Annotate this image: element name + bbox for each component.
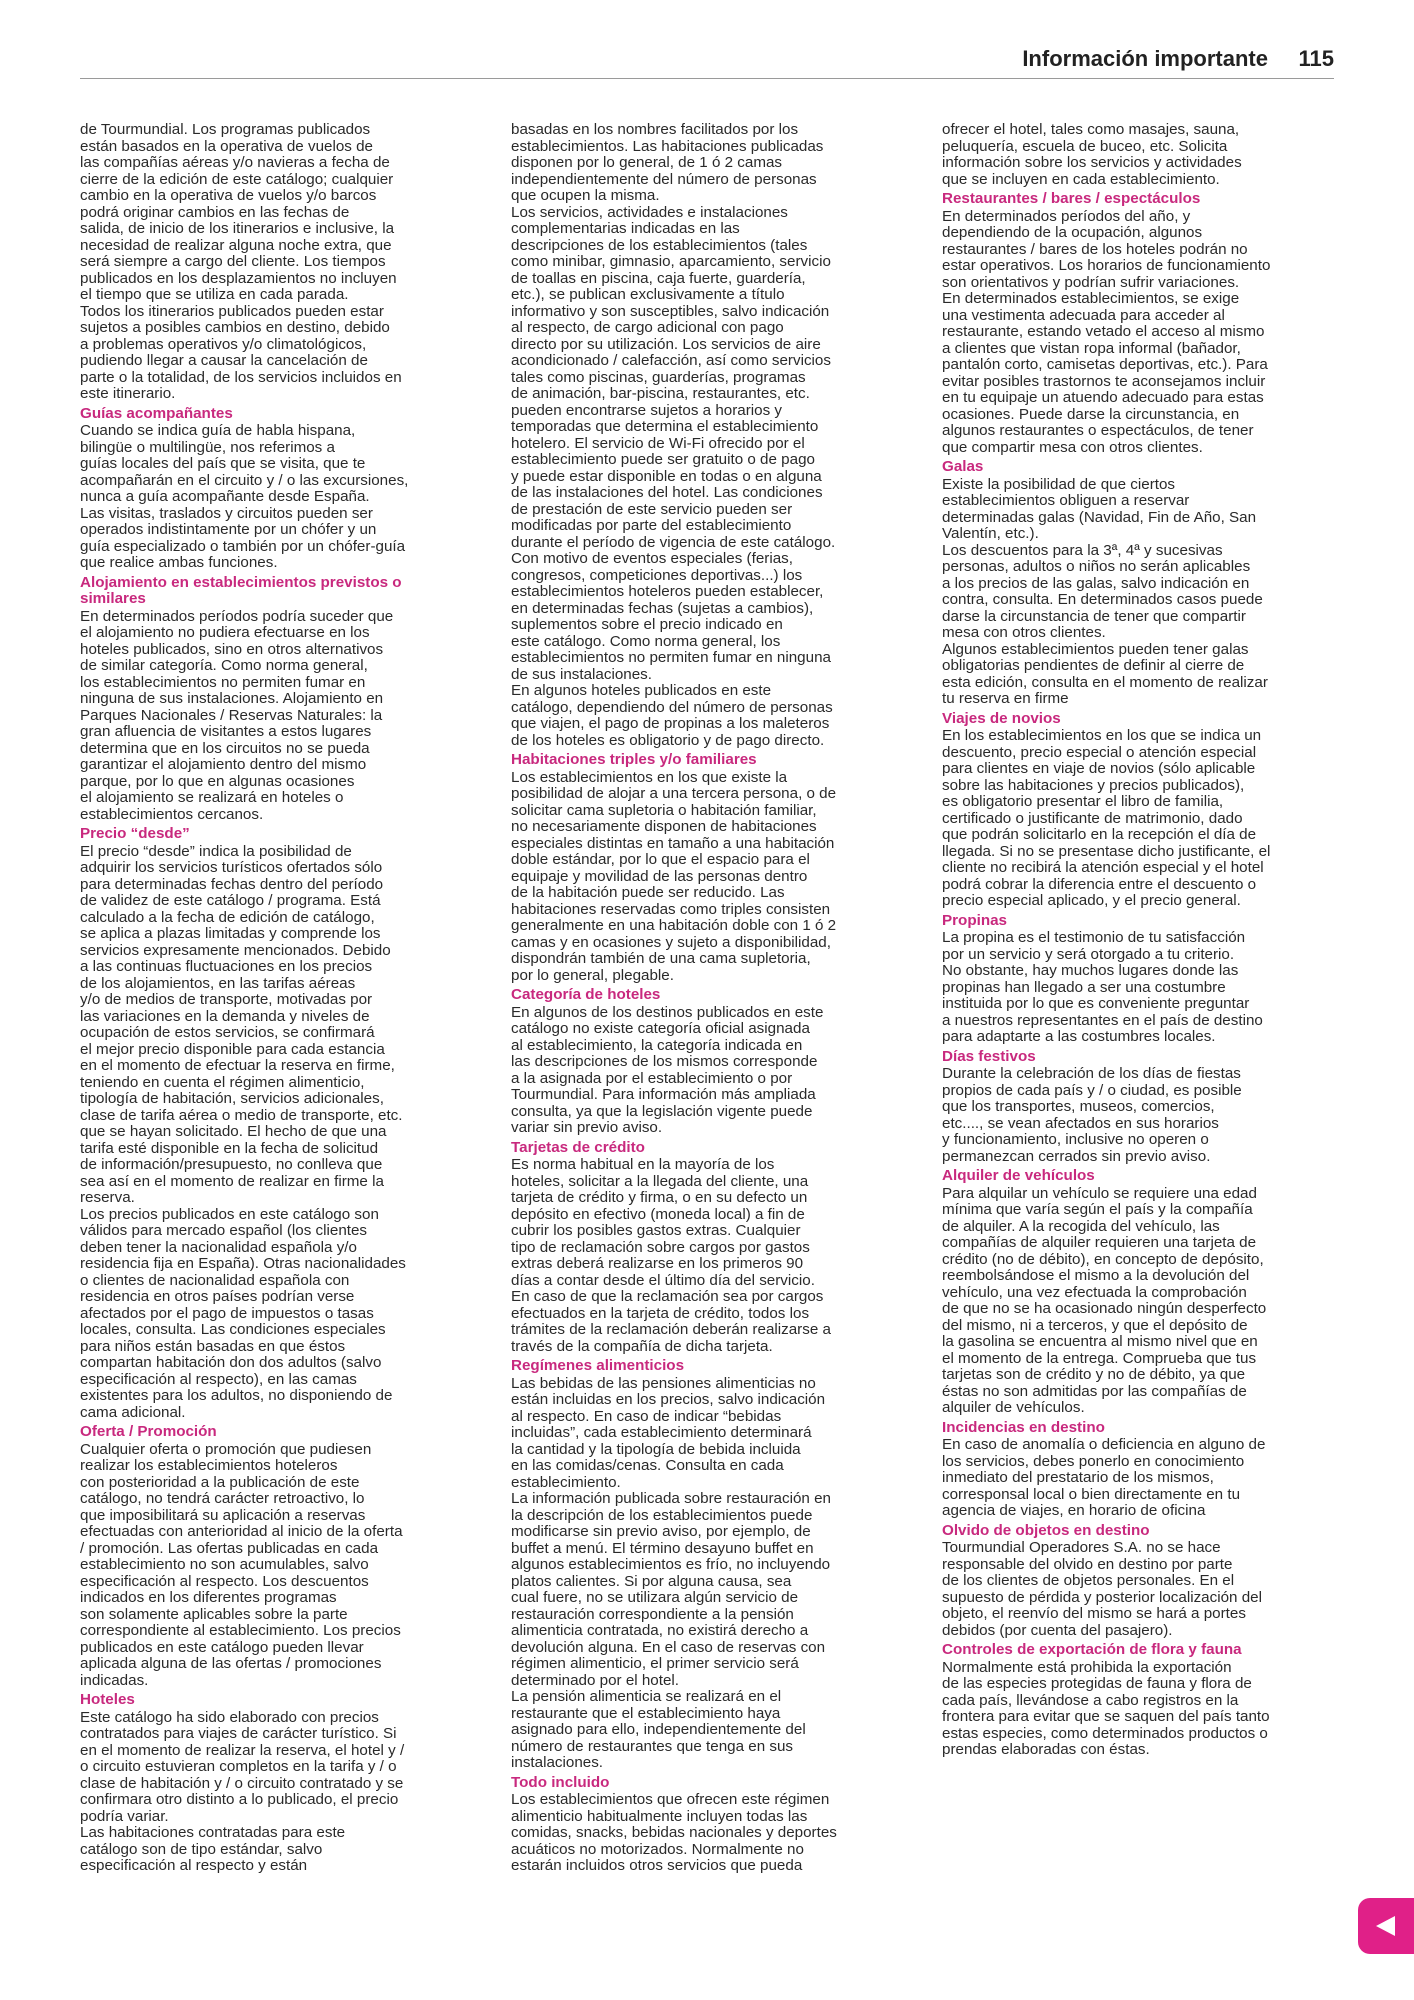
- text-column-2: [511, 122, 905, 1875]
- body-paragraph: Existe la posibilidad de que ciertos establecimientos obliguen a reservar determinadas galas (Navidad, Fin de Año, San Valentín, etc.). Los descuentos para la 3ª, 4ª y sucesivas personas, adultos o niños no serán aplicables a los precios de las galas, salvo indicación en contra, consulta. En determinados casos puede darse la circunstancia de tener que compartir mesa con otros clientes. Algunos establecimientos pueden tener galas obligatorias pendientes de definir al cierre de esta edición, consulta en el momento de realizar tu reserva en firme: [942, 475, 1268, 707]
- previous-page-button[interactable]: [1358, 1898, 1414, 1954]
- section-heading: Oferta / Promoción: [80, 1423, 217, 1440]
- section-heading: Regímenes alimenticios: [511, 1357, 685, 1374]
- body-paragraph: En algunos de los destinos publicados en este catálogo no existe categoría oficial asignada al establecimiento, la categoría indicada en las descripciones de los mismos corresponde a la asignada por el establecimiento o por Tourmundial. Para información más ampliada consulta, ya que la legislación vigente puede variar sin previo aviso.: [511, 1003, 824, 1136]
- body-paragraph: El precio “desde” indica la posibilidad de adquirir los servicios turísticos ofertados sólo para determinadas fechas dentro del período de validez de este catálogo / programa. Está calculado a la fecha de edición de catálogo, se aplica a plazas limitadas y comprende los servicios expresamente mencionados. Debido a las continuas fluctuaciones en los precios de los alojamientos, en las tarifas aéreas y/o de medios de transporte, motivadas por las variaciones en la demanda y niveles de ocupación de estos servicios, se confirmará el mejor precio disponible para cada estancia en el momento de efectuar la reserva en firme, teniendo en cuenta el régimen alimenticio, tipología de habitación, servicios adicionales, clase de tarifa aérea o medio de transporte, etc. que se hayan solicitado. El hecho de que una tarifa esté disponible en la fecha de solicitud de información/presupuesto, no conlleva que sea así en el momento de realizar en firme la reserva. Los precios publicados en este catálogo son válidos para mercado español (los clientes deben tener la nacionalidad española y/o residencia fija en España). Otras nacionalidades o clientes de nacionalidad española con residencia en otros países podrían verse afectados por el pago de impuestos o tasas locales, consulta. Las condiciones especiales para niños están basadas en que éstos compartan habitación don dos adultos (salvo especificación al respecto), en las camas existentes para los adultos, no disponiendo de cama adicional.: [80, 842, 406, 1421]
- body-paragraph: La propina es el testimonio de tu satisfacción por un servicio y será otorgado a tu criterio. No obstante, hay muchos lugares donde las propinas han llegado a ser una costumbre instituida por lo que es conveniente preguntar a nuestros representantes en el país de destino para adaptarte a las costumbres locales.: [942, 929, 1263, 1045]
- body-paragraph: basadas en los nombres facilitados por los establecimientos. Las habitaciones publicadas disponen por lo general, de 1 ó 2 camas independientemente del número de personas que ocupen la misma. Los servicios, actividades e instalaciones complementarias indicadas en las descripciones de los establecimientos (tales como minibar, gimnasio, aparcamiento, servicio de toallas en piscina, caja fuerte, guardería, etc.), se publican exclusivamente a título informativo y son susceptibles, salvo indicación al respecto, de cargo adicional con pago directo por su utilización. Los servicios de aire acondicionado / calefacción, así como servicios tales como piscinas, guarderías, programas de animación, bar-piscina, restaurantes, etc. pueden encontrarse sujetos a horarios y temporadas que determina el establecimiento hotelero. El servicio de Wi-Fi ofrecido por el establecimiento puede ser gratuito o de pago y puede estar disponible en todas o en alguna de las instalaciones del hotel. Las condiciones de prestación de este servicio pueden ser modificadas por parte del establecimiento durante el período de vigencia de este catálogo. Con motivo de eventos especiales (ferias, congresos, competiciones deportivas...) los establecimientos hoteleros pueden establecer, en determinadas fechas (sujetas a cambios), suplementos sobre el precio indicado en este catálogo. Como norma general, los establecimientos no permiten fumar en ninguna de sus instalaciones. En algunos hoteles publicados en este catálogo, dependiendo del número de personas que viajen, el pago de propinas a los maleteros de los hoteles es obligatorio y de pago directo.: [511, 121, 836, 749]
- section-heading: Propinas: [942, 911, 1007, 929]
- section-heading: Viajes de novios: [942, 709, 1061, 727]
- body-paragraph: Es norma habitual en la mayoría de los hoteles, solicitar a la llegada del cliente, una tarjeta de crédito y firma, o en su defecto un depósito en efectivo (moneda local) a fin de cubrir los posibles gastos extras. Cualquier tipo de reclamación sobre cargos por gastos extras deberá realizarse en los primeros 90 días a contar desde el último día del servicio. En caso de que la reclamación sea por cargos efectuados en la tarjeta de crédito, todos los trámites de la reclamación deberán realizarse a través de la compañía de dicha tarjeta.: [511, 1156, 831, 1355]
- section-heading: Guías acompañantes: [80, 404, 233, 422]
- body-paragraph: Tourmundial Operadores S.A. no se hace responsable del olvido en destino por parte de los clientes de objetos personales. En el supuesto de pérdida y posterior localización del objeto, el reenvío del mismo se hará a portes debidos (por cuenta del pasajero).: [942, 1539, 1262, 1639]
- body-paragraph: Cualquier oferta o promoción que pudiesen realizar los establecimientos hoteleros con posterioridad a la publicación de este catálogo, no tendrá carácter retroactivo, lo que imposibilitará su aplicación a reservas efectuadas con anterioridad al inicio de la oferta / promoción. Las ofertas publicadas en cada establecimiento no son acumulables, salvo especificación al respecto. Los descuentos indicados en los diferentes programas son solamente aplicables sobre la parte correspondiente al establecimiento. Los precios publicados en este catálogo pueden llevar aplicada alguna de las ofertas / promociones indicadas.: [80, 1440, 403, 1689]
- text-column-1: [80, 122, 472, 1875]
- section-heading: Habitaciones triples y/o familiares: [511, 751, 757, 768]
- body-paragraph: En determinados períodos del año, y dependiendo de la ocupación, algunos restaurantes / bares de los hoteles podrán no estar operativos. Los horarios de funcionamiento son orientativos y podrían sufrir variaciones. En determinados establecimientos, se exige una vestimenta adecuada para acceder al restaurante, estando vetado el acceso al mismo a clientes que vistan ropa informal (bañador, pantalón corto, camisetas deportivas, etc.). Para evitar posibles trastornos te aconsejamos incluir en tu equipaje un atuendo adecuado para estas ocasiones. Puede darse la circunstancia, en algunos restaurantes o espectáculos, de tener que compartir mesa con otros clientes.: [942, 207, 1271, 456]
- body-paragraph: Cuando se indica guía de habla hispana, bilingüe o multilingüe, nos referimos a guías locales del país que se visita, que te acompañarán en el circuito y / o las excursiones, nunca a guía acompañante desde España. Las visitas, traslados y circuitos pueden ser operados indistintamente por un chófer y un guía especializado o también por un chófer-guía que realice ambas funciones.: [80, 422, 409, 571]
- body-paragraph: Las bebidas de las pensiones alimenticias no están incluidas en los precios, salvo indicación al respecto. En caso de indicar “bebidas incluidas”, cada establecimiento determinará la cantidad y la tipología de bebida incluida en las comidas/cenas. Consulta en cada establecimiento. La información publicada sobre restauración en la descripción de los establecimientos puede modificarse sin previo aviso, por ejemplo, de buffet a menú. El término desayuno buffet en algunos establecimientos es frío, no incluyendo platos calientes. Si por alguna causa, sea cual fuere, no se utilizara algún servicio de restauración correspondiente a la pensión alimenticia contratada, no existirá derecho a devolución alguna. En el caso de reservas con régimen alimenticio, el primer servicio será determinado por el hotel. La pensión alimenticia se realizará en el restaurante que el establecimiento haya asignado para ello, independientemente del número de restaurantes que tenga en sus instalaciones.: [511, 1374, 831, 1771]
- body-paragraph: Normalmente está prohibida la exportación de las especies protegidas de fauna y flora de cada país, llevándose a cabo registros en la frontera para evitar que se saquen del país tanto estas especies, como determinados productos o prendas elaboradas con éstas.: [942, 1658, 1270, 1758]
- section-heading: Alquiler de vehículos: [942, 1167, 1095, 1184]
- body-paragraph: Para alquilar un vehículo se requiere una edad mínima que varía según el país y la compañía de alquiler. A la recogida del vehículo, las compañías de alquiler requieren una tarjeta de crédito (no de débito), en concepto de depósito, reembolsándose el mismo a la devolución del vehículo, una vez efectuada la comprobación de que no se ha ocasionado ningún desperfecto del mismo, ni a terceros, y que el depósito de la gasolina se encuentra al mismo nivel que en el momento de la entrega. Comprueba que tus tarjetas son de crédito y no de débito, ya que éstas no son admitidas por las compañías de alquiler de vehículos.: [942, 1184, 1267, 1416]
- body-paragraph: Durante la celebración de los días de fiestas propios de cada país y / o ciudad, es posible que los transportes, museos, comercios, etc...., se vean afectados en sus horarios y funcionamiento, inclusive no operen o permanezcan cerrados sin previo aviso.: [942, 1065, 1242, 1165]
- body-paragraph: Este catálogo ha sido elaborado con precios contratados para viajes de carácter turístico. Si en el momento de realizar la reserva, el hotel y / o circuito estuvieran completos en la tarifa y / o clase de habitación y / o circuito contratado y se confirmara otro distinto a lo publicado, el precio podría variar. Las habitaciones contratadas para este catálogo son de tipo estándar, salvo especificación al respecto y están: [80, 1708, 405, 1874]
- text-column-3: [942, 122, 1334, 1759]
- section-heading: Tarjetas de crédito: [511, 1138, 645, 1156]
- body-paragraph: Los establecimientos en los que existe la posibilidad de alojar a una tercera persona, o de solicitar cama supletoria o habitación familiar, no necesariamente disponen de habitaciones especiales distintas en tamaño a una habitación doble estándar, por lo que el espacio para el equipaje y movilidad de las personas dentro de la habitación puede ser reducido. Las habitaciones reservadas como triples consisten generalmente en una habitación doble con 1 ó 2 camas y en ocasiones y sujeto a disponibilidad, dispondrán también de una cama supletoria, por lo general, plegable.: [511, 768, 837, 984]
- body-paragraph: Los establecimientos que ofrecen este régimen alimenticio habitualmente incluyen todas las comidas, snacks, bebidas nacionales y deportes acuáticos no motorizados. Normalmente no estarán incluidos otros servicios que pueda: [511, 1791, 837, 1874]
- section-heading: Alojamiento en establecimientos previstos o similares: [80, 573, 402, 607]
- page-title: Información importante: [1022, 46, 1268, 71]
- section-heading: Todo incluido: [511, 1773, 610, 1791]
- body-paragraph: ofrecer el hotel, tales como masajes, sauna, peluquería, escuela de buceo, etc. Solicita información sobre los servicios y actividades que se incluyen en cada establecimiento.: [942, 121, 1242, 188]
- page-number: 115: [1298, 46, 1334, 71]
- section-heading: Restaurantes / bares / espectáculos: [942, 190, 1201, 207]
- triangle-left-icon: [1373, 1913, 1399, 1939]
- page-header: [80, 44, 1334, 79]
- body-paragraph: de Tourmundial. Los programas publicados están basados en la operativa de vuelos de las compañías aéreas y/o navieras a fecha de cierre de la edición de este catálogo; cualquier cambio en la operativa de vuelos y/o barcos podrá originar cambios en las fechas de salida, de inicio de los itinerarios e inclusive, la necesidad de realizar alguna noche extra, que será siempre a cargo del cliente. Los tiempos publicados en los desplazamientos no incluyen el tiempo que se utiliza en cada parada. Todos los itinerarios publicados pueden estar sujetos a posibles cambios en destino, debido a problemas operativos y/o climatológicos, pudiendo llegar a causar la cancelación de parte o la totalidad, de los servicios incluidos en este itinerario.: [80, 121, 402, 402]
- section-heading: Días festivos: [942, 1047, 1036, 1065]
- body-paragraph: En los establecimientos en los que se indica un descuento, precio especial o atención especial para clientes en viaje de novios (sólo aplicable sobre las habitaciones y precios publicados), es obligatorio presentar el libro de familia, certificado o justificante de matrimonio, dado que podrán solicitarlo en la recepción el día de llegada. Si no se presentase dicho justificante, el cliente no recibirá la atención especial y el hotel podrá cobrar la diferencia entre el descuento o precio especial aplicado, y el precio general.: [942, 727, 1271, 909]
- section-heading: Hoteles: [80, 1691, 135, 1708]
- body-paragraph: En caso de anomalía o deficiencia en alguno de los servicios, debes ponerlo en conocimiento inmediato del prestatario de los mismos, corresponsal local o bien directamente en tu agencia de viajes, en horario de oficina: [942, 1436, 1266, 1519]
- section-heading: Galas: [942, 458, 984, 475]
- section-heading: Categoría de hoteles: [511, 986, 661, 1003]
- body-paragraph: En determinados períodos podría suceder que el alojamiento no pudiera efectuarse en los hoteles publicados, sino en otros alternativos de similar categoría. Como norma general, los establecimientos no permiten fumar en ninguna de sus instalaciones. Alojamiento en Parques Nacionales / Reservas Naturales: la gran afluencia de visitantes a estos lugares determina que en los circuitos no se pueda garantizar el alojamiento dentro del mismo parque, por lo que en algunas ocasiones el alojamiento se realizará en hoteles o establecimientos cercanos.: [80, 607, 394, 823]
- section-heading: Precio “desde”: [80, 825, 190, 842]
- section-heading: Incidencias en destino: [942, 1418, 1105, 1436]
- section-heading: Controles de exportación de flora y fauna: [942, 1641, 1242, 1658]
- section-heading: Olvido de objetos en destino: [942, 1521, 1150, 1539]
